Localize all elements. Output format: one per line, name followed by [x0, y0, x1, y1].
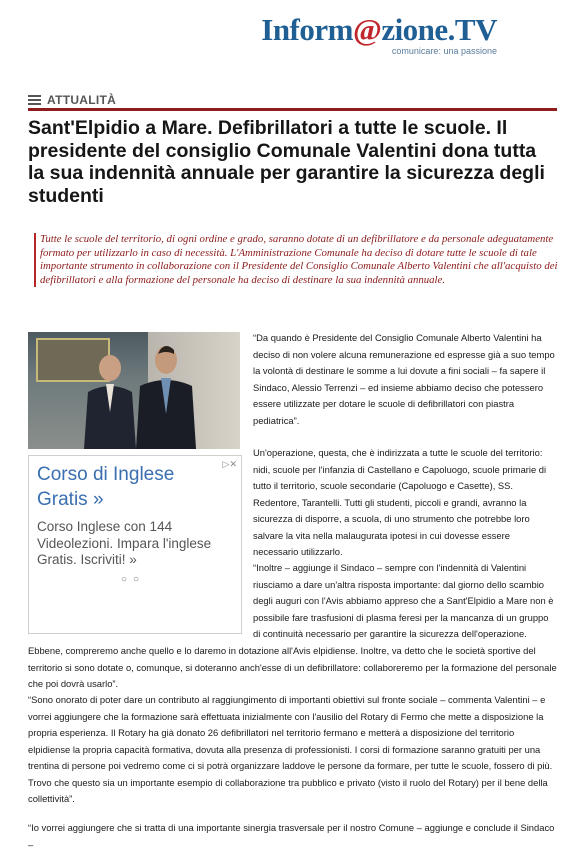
article-paragraph: “Sono onorato di poter dare un contributo al raggiungimento di importanti obiettivi sul fronte sociale – commenta Valentini – e vorrei aggiungere che la formazione sarà effettuata inizialmente con l'ausilio del Rotary di Fermo che mette a disposizione la propria esperienza. Il Rotary ha già donato 26 defibrillatori nel territorio fermano e metterà a disposizione del territorio elpidiense la propria capacità formativa, dovuta alla presenza di professionisti. I corsi di formazione saranno gratuiti per una trentina di persone poi vedremo come ci si potrà organizzare laddove le persone da formare, per tutte le scuole, fossero di più. Trovo che questo sia un importante esempio di collaborazione tra pubblico e privato (visto il ruolo del Rotary) per il bene della collettività”.: [28, 694, 553, 804]
article-title: Sant'Elpidio a Mare. Defibrillatori a tutte le scuole. Il presidente del consiglio Comunale Valentini dona tutta la sua indennità annuale per garantire la sicurezza degli studenti: [28, 117, 545, 207]
ad-title-link[interactable]: Corso di Inglese Gratis »: [37, 464, 175, 510]
section-divider: [28, 108, 557, 111]
ad-carousel-dots[interactable]: ○○: [121, 574, 146, 585]
logo-tagline: comunicare: una passione: [391, 46, 497, 56]
article-paragraph: Ebbene, compreremo anche quello e lo daremo in dotazione all'Avis elpidiense. Inoltre, va detto che le società sportive del territorio si sono dotate o, comunque, si doteranno anch'esse di un defibrillatore: collaboreremo per la formazione del personale che poi dovrà usarlo”.: [28, 645, 557, 689]
advertisement[interactable]: [28, 455, 242, 634]
logo-suffix: zione.TV: [381, 12, 497, 47]
ad-choices-icon[interactable]: ▷✕: [222, 459, 237, 469]
article-lead: Tutte le scuole del territorio, di ogni ordine e grado, saranno dotate di un defibrillatore e da personale adeguatamente formato per utilizzarlo in caso di necessità. L'Amministrazione Comunale ha deciso di dotare tutte le scuole di tale importante strumento in collaborazione con il Presidente del Consiglio Comunale Alberto Valentini che all'acquisto dei defibrillatori e alla formazione del personale ha deciso di destinare la sua indennità annuale.: [34, 233, 558, 287]
logo-wordmark: [261, 14, 497, 45]
list-icon: [28, 95, 41, 105]
ad-body-text[interactable]: Corso Inglese con 144 Videolezioni. Impara l'inglese Gratis. Iscriviti! »: [37, 519, 212, 567]
logo-prefix: Inform: [261, 12, 353, 47]
article-paragraph: “Da quando è Presidente del Consiglio Comunale Alberto Valentini ha deciso di non volere alcuna remunerazione ed espresse già a suo tempo la volontà di destinare le somme a lui dovute a fini sociali – fa sapere il Sindaco, Alessio Terrenzi – ed insieme abbiamo deciso che potessero essere utilizzate per dotare le scuole di defibrillatori con piastra pediatrica”.: [253, 332, 555, 426]
site-logo[interactable]: [261, 14, 497, 56]
logo-at-symbol: @: [352, 12, 382, 47]
section-category[interactable]: [28, 93, 116, 107]
article-photo: [28, 332, 240, 449]
person-right: [130, 344, 202, 449]
article-paragraph: “Inoltre – aggiunge il Sindaco – sempre con l'indennità di Valentini riusciamo a dare un'altra risposta importante: dal giorno dello scambio degli auguri con l'Avis abbiamo appreso che a Sant'Elpidio a Mare non è possibile fare trasfusioni di plasma feresi per la mancanza di un gruppo di continuità necessario per garantire la sicurezza dell'operazione.: [253, 562, 554, 639]
article-paragraph: “Io vorrei aggiungere che si tratta di una importante sinergia trasversale per il nostro Comune – aggiunge e conclude il Sindaco –: [28, 822, 555, 850]
section-label: ATTUALITÀ: [47, 93, 117, 107]
article-paragraph: Un'operazione, questa, che è indirizzata a tutte le scuole del territorio: nidi, scuole per l'infanzia di Castellano e Capoluogo, scuole primarie di tutto il territorio, scuole secondarie (Capoluogo e Casette), SS. Redentore, Tarantelli. Tutti gli studenti, piccoli e grandi, avranno la sicurezza di disporre, a scuola, di uno strumento che potrebbe loro salvare la vita nella malaugurata ipotesi in cui dovesse essere necessario utilizzarlo.: [253, 447, 547, 557]
